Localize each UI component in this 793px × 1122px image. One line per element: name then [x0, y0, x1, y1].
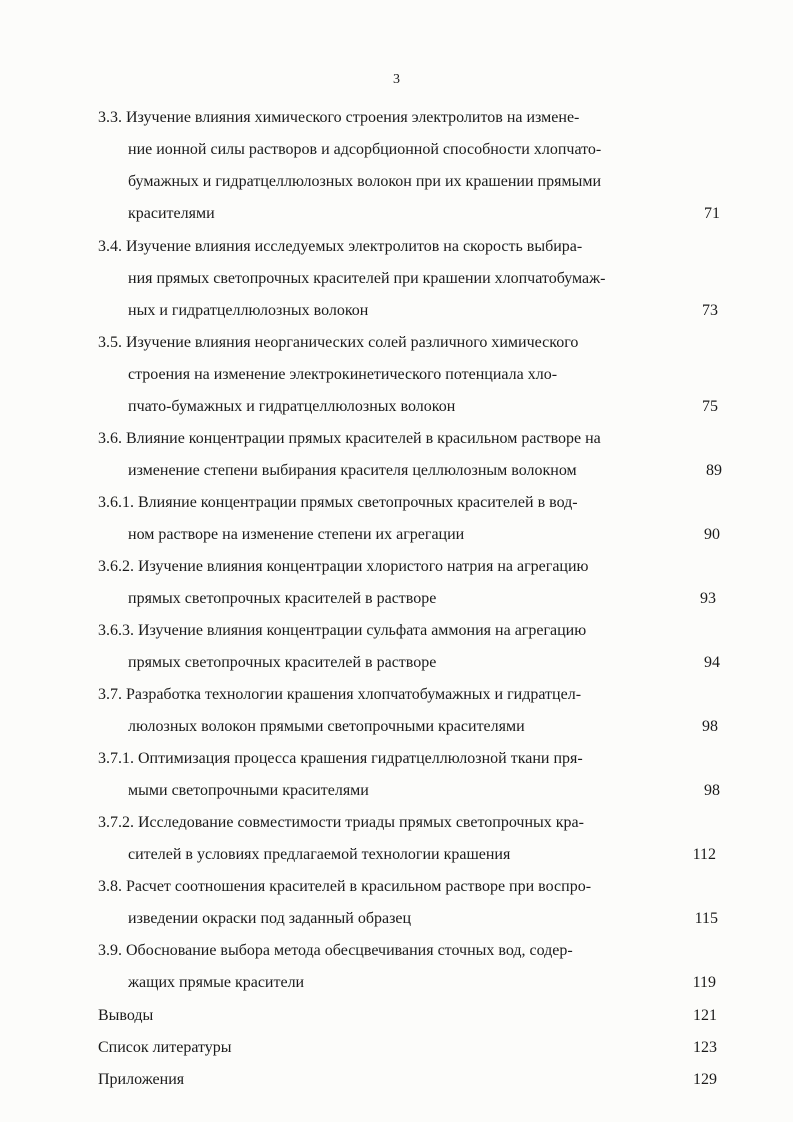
toc-entry-3-4-page: 73: [702, 302, 718, 319]
toc-entry-3-5-line-3: пчато-бумажных и гидратцеллюлозных волокон: [128, 398, 456, 415]
toc-entry-3-3-line-4: красителями: [128, 205, 215, 222]
toc-entry-3-7-page: 98: [702, 718, 718, 735]
toc-entry-appendices: Приложения: [98, 1071, 185, 1088]
toc-entry-3-9-line-2: жащих прямые красители: [128, 974, 305, 991]
toc-entry-3-7-line-2: люлозных волокон прямыми светопрочными красителями: [128, 718, 525, 735]
toc-entry-3-8-line-2: изведении окраски под заданный образец: [128, 910, 412, 927]
toc-entry-3-6-3-page: 94: [704, 654, 720, 671]
toc-entry-appendices-page: 129: [693, 1071, 717, 1088]
toc-entry-3-6-1-line-1: 3.6.1. Влияние концентрации прямых светопрочных красителей в вод-: [98, 494, 578, 511]
toc-entry-3-6-2-line-2: прямых светопрочных красителей в растворе: [128, 590, 437, 607]
toc-entry-3-6-2-line-1: 3.6.2. Изучение влияния концентрации хлористого натрия на агрегацию: [98, 558, 589, 575]
toc-entry-3-3-line-1: 3.3. Изучение влияния химического строения электролитов на измене-: [98, 109, 580, 126]
toc-entry-3-7-line-1: 3.7. Разработка технологии крашения хлопчатобумажных и гидратцел-: [98, 686, 582, 703]
toc-entry-3-6-3-line-2: прямых светопрочных красителей в растворе: [128, 654, 437, 671]
toc-entry-3-6-line-1: 3.6. Влияние концентрации прямых красителей в красильном растворе на: [98, 430, 601, 447]
toc-entry-3-7-1-line-1: 3.7.1. Оптимизация процесса крашения гидратцеллюлозной ткани пря-: [98, 750, 583, 767]
toc-entry-3-3-line-2: ние ионной силы растворов и адсорбционной способности хлопчато-: [128, 141, 602, 158]
toc-entry-conclusions: Выводы: [98, 1007, 154, 1024]
toc-entry-references: Список литературы: [98, 1039, 232, 1056]
toc-entry-3-7-2-page: 112: [692, 846, 716, 863]
toc-entry-3-7-1-line-2: мыми светопрочными красителями: [128, 782, 369, 799]
toc-entry-3-4-line-2: ния прямых светопрочных красителей при крашении хлопчатобумаж-: [128, 270, 606, 287]
toc-entry-3-5-line-2: строения на изменение электрокинетического потенциала хло-: [128, 366, 558, 383]
toc-entry-3-4-line-3: ных и гидратцеллюлозных волокон: [128, 302, 369, 319]
toc-entry-3-5-page: 75: [702, 398, 718, 415]
toc-entry-3-6-2-page: 93: [700, 590, 716, 607]
toc-entry-3-8-page: 115: [694, 910, 718, 927]
page-number: 3: [393, 72, 400, 87]
toc-entry-references-page: 123: [693, 1039, 717, 1056]
toc-entry-3-6-page: 89: [706, 462, 722, 479]
toc-entry-3-7-2-line-1: 3.7.2. Исследование совместимости триады прямых светопрочных кра-: [98, 814, 584, 831]
toc-entry-3-5-line-1: 3.5. Изучение влияния неорганических солей различного химического: [98, 334, 579, 351]
toc-entry-3-8-line-1: 3.8. Расчет соотношения красителей в красильном растворе при воспро-: [98, 878, 592, 895]
toc-entry-3-6-1-page: 90: [704, 526, 720, 543]
toc-entry-3-3-line-3: бумажных и гидратцеллюлозных волокон при их крашении прямыми: [128, 173, 602, 190]
toc-entry-3-6-1-line-2: ном растворе на изменение степени их агрегации: [128, 526, 465, 543]
toc-entry-3-6-line-2: изменение степени выбирания красителя целлюлозным волокном: [128, 462, 577, 479]
toc-entry-3-9-line-1: 3.9. Обоснование выбора метода обесцвечивания сточных вод, содер-: [98, 942, 573, 959]
toc-entry-3-4-line-1: 3.4. Изучение влияния исследуемых электролитов на скорость выбира-: [98, 238, 583, 255]
toc-entry-3-9-page: 119: [692, 974, 716, 991]
toc-entry-conclusions-page: 121: [693, 1007, 717, 1024]
toc-entry-3-7-2-line-2: сителей в условиях предлагаемой технологии крашения: [128, 846, 511, 863]
toc-entry-3-3-page: 71: [704, 205, 720, 222]
toc-entry-3-6-3-line-1: 3.6.3. Изучение влияния концентрации сульфата аммония на агрегацию: [98, 622, 587, 639]
toc-entry-3-7-1-page: 98: [704, 782, 720, 799]
